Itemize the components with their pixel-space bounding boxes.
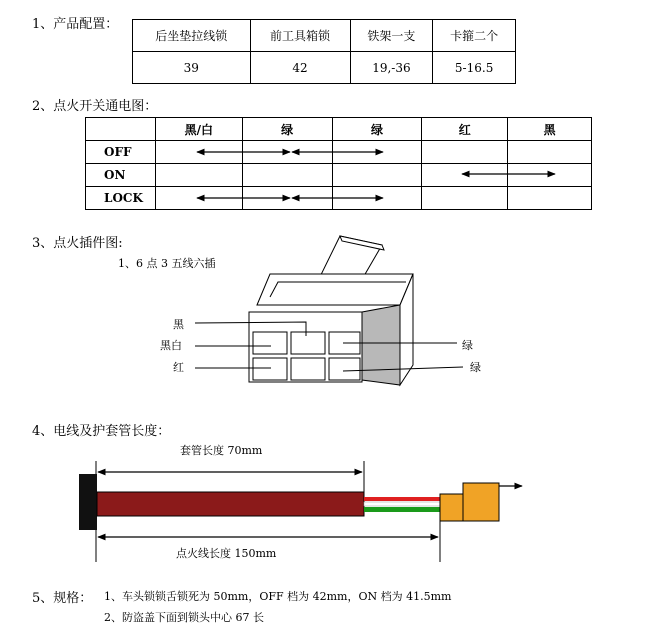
white-wire (364, 502, 442, 506)
spec-item-1: 1、车头锁锁舌锁死为 50mm，OFF 档为 42mm，ON 档为 41.5mm (104, 590, 452, 603)
connector-label-green-1: 绿 (462, 339, 473, 352)
table-header-cell: 黑/白 (155, 118, 242, 141)
connector-label-green-2: 绿 (470, 361, 481, 374)
row-label-on: ON (86, 164, 156, 187)
section-2-heading: 2、点火开关通电图： (32, 99, 158, 114)
section-1-heading: 1、产品配置： (32, 17, 119, 32)
green-wire (364, 507, 442, 512)
table-cell: 5-16.5 (433, 52, 516, 84)
connector-plug-body (440, 494, 463, 521)
switch-arrows (197, 152, 555, 198)
table-header-cell: 绿 (242, 118, 332, 141)
row-label-off: OFF (86, 141, 156, 164)
connector-drawing (195, 236, 463, 385)
connector-label-black-white: 黑白 (160, 339, 182, 352)
spec-item-2: 2、防盗盖下面到锁头中心 67 长 (104, 611, 264, 624)
wire-length-label: 点火线长度 150mm (176, 547, 277, 560)
protective-sleeve (97, 492, 364, 516)
table-header-cell: 后坐垫拉线锁 (133, 20, 251, 52)
table-cell: 39 (133, 52, 251, 84)
table-header-cell: 黑 (508, 118, 592, 141)
connector-subtitle: 1、6 点 3 五线六插 (118, 257, 216, 270)
table-header-cell: 卡箍二个 (433, 20, 516, 52)
red-wire (364, 497, 442, 501)
section-3-heading: 3、点火插件图: (32, 236, 123, 251)
wire-end-cap (79, 474, 97, 530)
connector-label-red: 红 (173, 361, 184, 374)
section-5-heading: 5、规格： (32, 591, 93, 606)
row-label-lock: LOCK (86, 187, 156, 210)
wire-drawing (79, 461, 522, 562)
table-cell: 19,-36 (350, 52, 433, 84)
table-header-cell: 绿 (332, 118, 422, 141)
table-cell: 42 (250, 52, 350, 84)
table-header-cell: 红 (422, 118, 508, 141)
table-header-cell: 前工具箱锁 (250, 20, 350, 52)
connector-plug-head (463, 483, 499, 521)
connector-label-black: 黑 (173, 318, 184, 331)
table-header-cell: 铁架一支 (350, 20, 433, 52)
section-4-heading: 4、电线及护套管长度： (32, 424, 171, 439)
sleeve-length-label: 套管长度 70mm (180, 444, 263, 457)
